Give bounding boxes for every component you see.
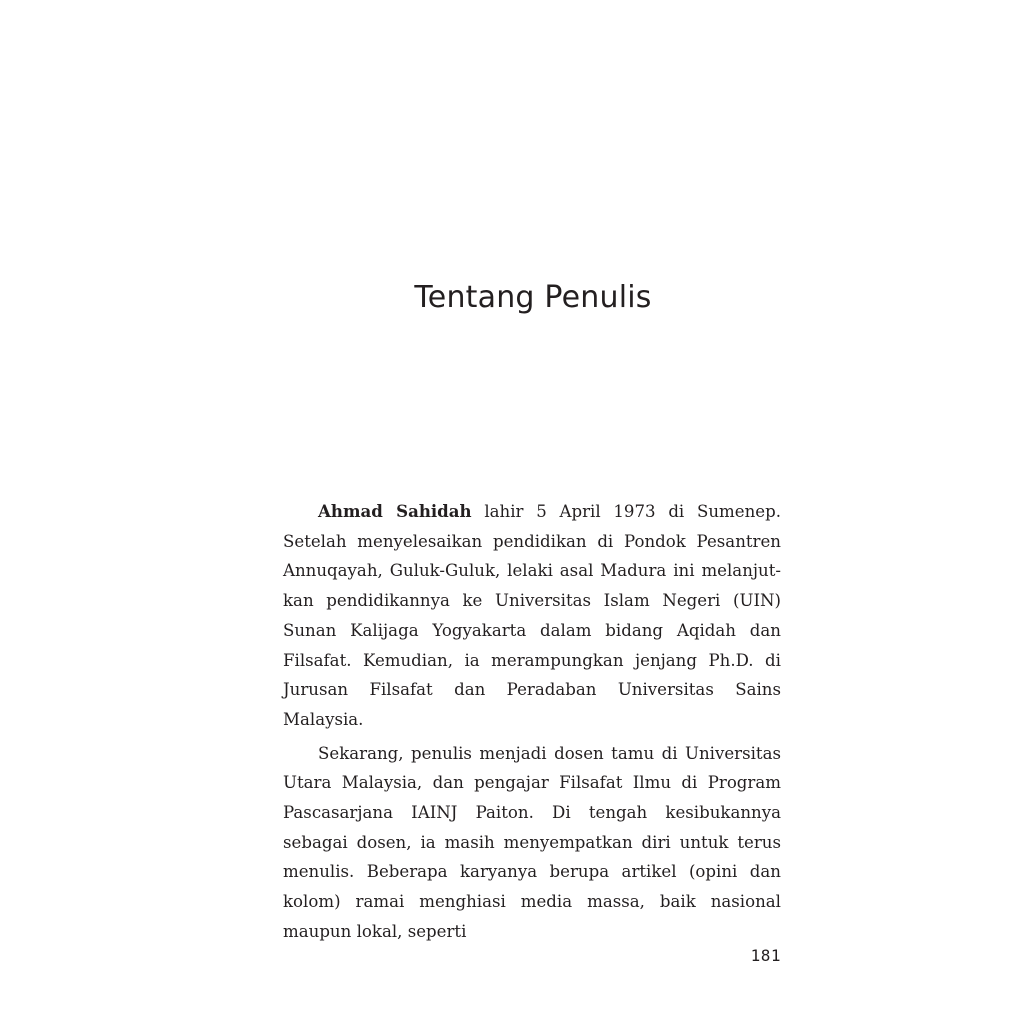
author-name: Ahmad Sahidah (318, 501, 472, 521)
bio-paragraph-2: Sekarang, penulis menjadi dosen tamu di Universitas Utara Malaysia, dan pengajar Filsafat Ilmu di Program Pascasarjana IAINJ Paiton. Di tengah kesibukannya sebagai dosen, ia masih menyempatkan diri untuk terus menulis. Beberapa karyanya berupa artikel (opini dan kolom) ramai menghiasi media massa, baik nasional maupun lokal, seperti (283, 743, 781, 941)
bio-paragraph-1-text: lahir 5 April 1973 di Sumenep. Setelah menyelesaikan pendidikan di Pondok Pesantren Annuqayah, Guluk-Guluk, lelaki asal Madura ini melanjut-kan pendidikannya ke Universitas Islam Negeri (UIN) Sunan Kalijaga Yogyakarta dalam bidang Aqidah dan Filsafat. Kemudian, ia merampungkan jenjang Ph.D. di Jurusan Filsafat dan Peradaban Universitas Sains Malaysia. (283, 502, 781, 729)
page-number: 181 (750, 946, 781, 965)
bio-paragraph-1 (283, 497, 781, 735)
author-bio (283, 497, 781, 947)
page-title: Tentang Penulis (414, 280, 652, 315)
